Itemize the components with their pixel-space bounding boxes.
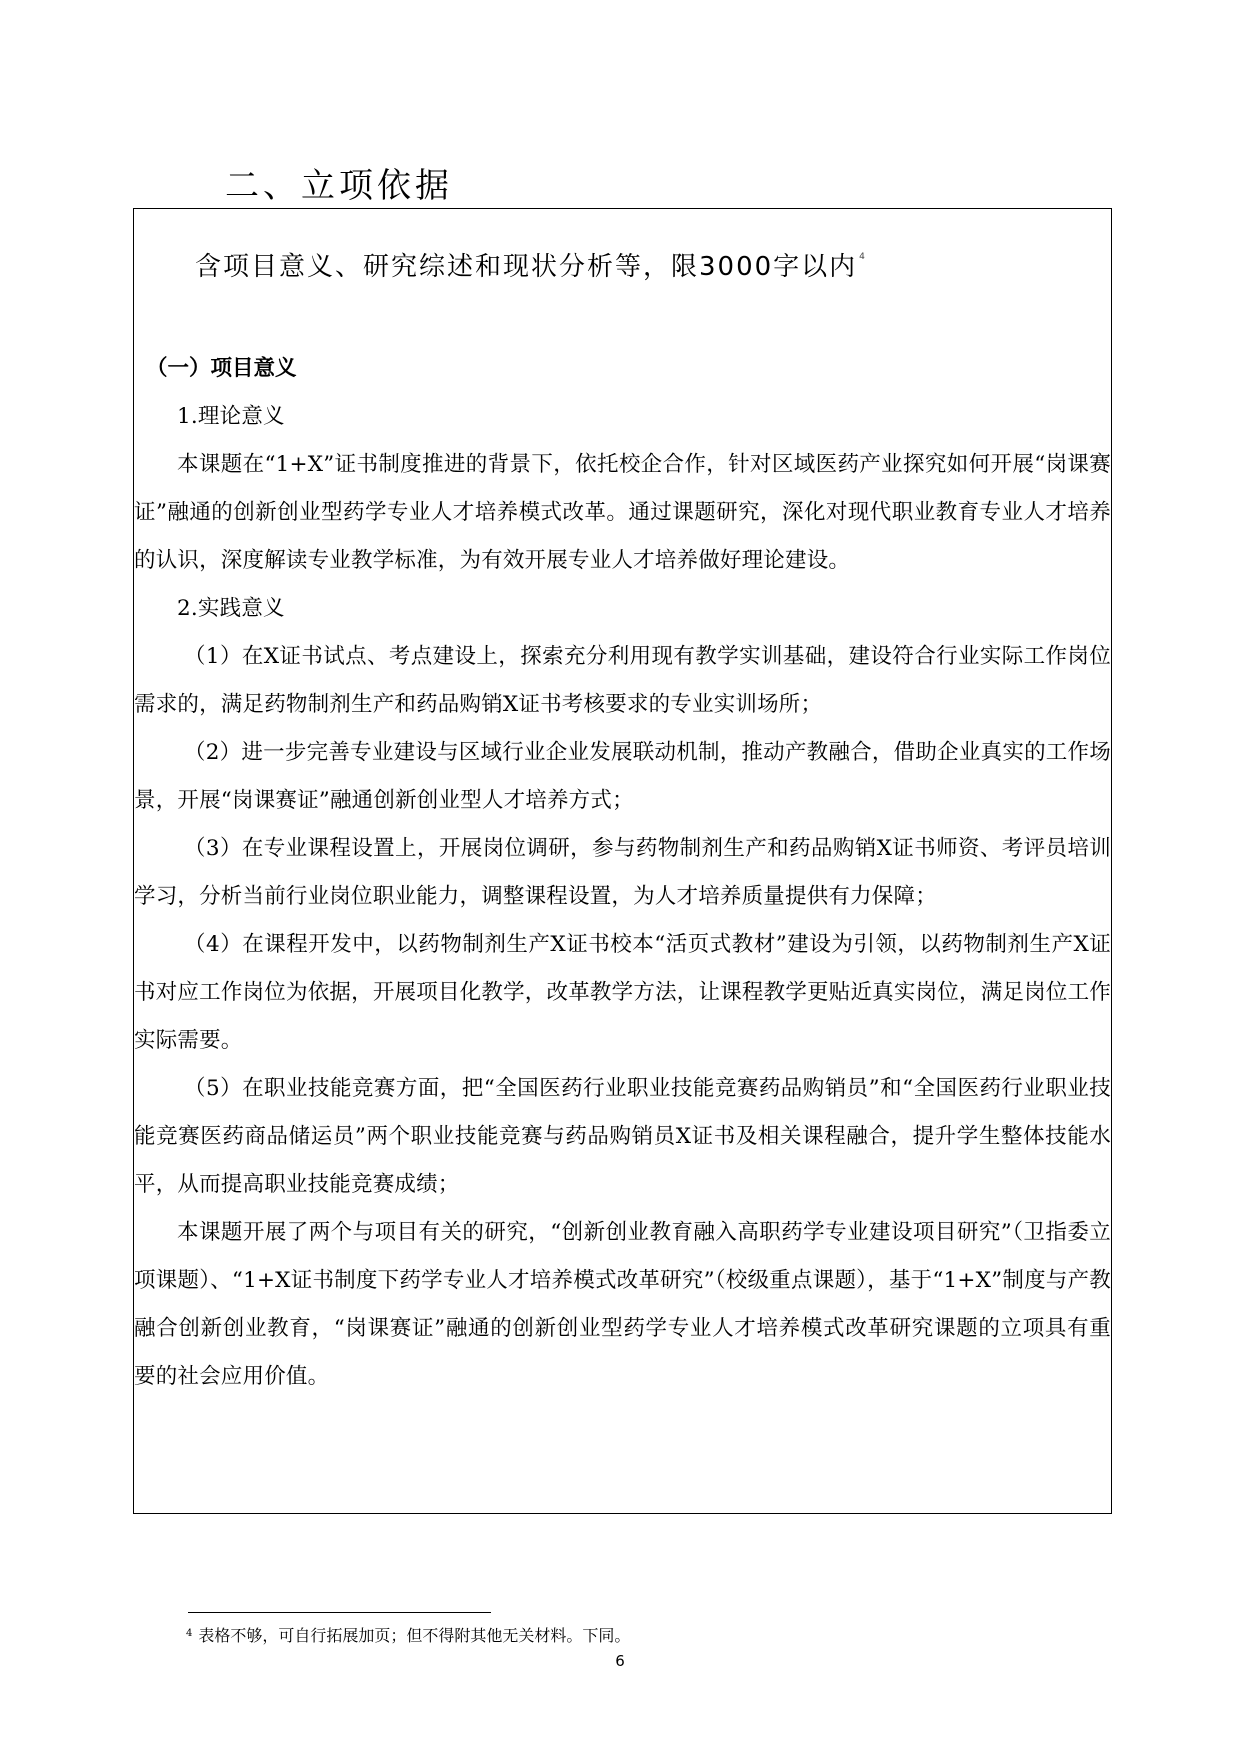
footnote <box>186 1622 630 1648</box>
section-title: 二、立项依据 <box>225 166 453 206</box>
footnote-rule <box>188 1612 491 1613</box>
paragraph-summary: 本课题开展了两个与项目有关的研究，“创新创业教育融入高职药学专业建设项目研究”（卫指委立项课题）、“1+X证书制度下药学专业人才培养模式改革研究”（校级重点课题），基于“1+X”制度与产教融合创新创业教育，“岗课赛证”融通的创新创业型药学专业人才培养模式改革研究课题的立项具有重要的社会应用价值。 <box>134 1220 1111 1389</box>
practice-item-4: （4）在课程开发中，以药物制剂生产X证书校本“活页式教材”建设为引领，以药物制剂生产X证书对应工作岗位为依据，开展项目化教学，改革教学方法，让课程教学更贴近真实岗位，满足岗位工作实际需要。 <box>134 932 1111 1053</box>
content-box <box>133 208 1112 1514</box>
practice-item-2: （2）进一步完善专业建设与区域行业企业发展联动机制，推动产教融合，借助企业真实的工作场景，开展“岗课赛证”融通创新创业型人才培养方式； <box>134 740 1111 813</box>
sub-heading-theory: 1.理论意义 <box>177 404 285 429</box>
sub-heading-practice: 2.实践意义 <box>177 596 285 621</box>
scope-instruction <box>195 237 865 287</box>
practice-item-1: （1）在X证书试点、考点建设上，探索充分利用现有教学实训基础，建设符合行业实际工作岗位需求的，满足药物制剂生产和药品购销X证书考核要求的专业实训场所； <box>134 644 1111 717</box>
practice-item-3: （3）在专业课程设置上，开展岗位调研，参与药物制剂生产和药品购销X证书师资、考评员培训学习，分析当前行业岗位职业能力，调整课程设置，为人才培养质量提供有力保障； <box>134 836 1111 909</box>
scope-footnote-mark: 4 <box>859 252 865 262</box>
subsection-heading: （一）项目意义 <box>146 356 297 381</box>
practice-item-5: （5）在职业技能竞赛方面，把“全国医药行业职业技能竞赛药品购销员”和“全国医药行业职业技能竞赛医药商品储运员”两个职业技能竞赛与药品购销员X证书及相关课程融合，提升学生整体技能水平，从而提高职业技能竞赛成绩； <box>134 1076 1111 1197</box>
paragraph-theory: 本课题在“1+X”证书制度推进的背景下，依托校企合作，针对区域医药产业探究如何开展“岗课赛证”融通的创新创业型药学专业人才培养模式改革。通过课题研究，深化对现代职业教育专业人才培养的认识，深度解读专业教学标准，为有效开展专业人才培养做好理论建设。 <box>134 452 1111 573</box>
page-number: 6 <box>615 1652 625 1670</box>
scope-text: 含项目意义、研究综述和现状分析等，限3000字以内 <box>195 252 858 282</box>
footnote-mark: 4 <box>186 1628 193 1639</box>
content-body <box>134 345 1111 1401</box>
footnote-text: 表格不够，可自行拓展加页；但不得附其他无关材料。下同。 <box>198 1626 631 1645</box>
